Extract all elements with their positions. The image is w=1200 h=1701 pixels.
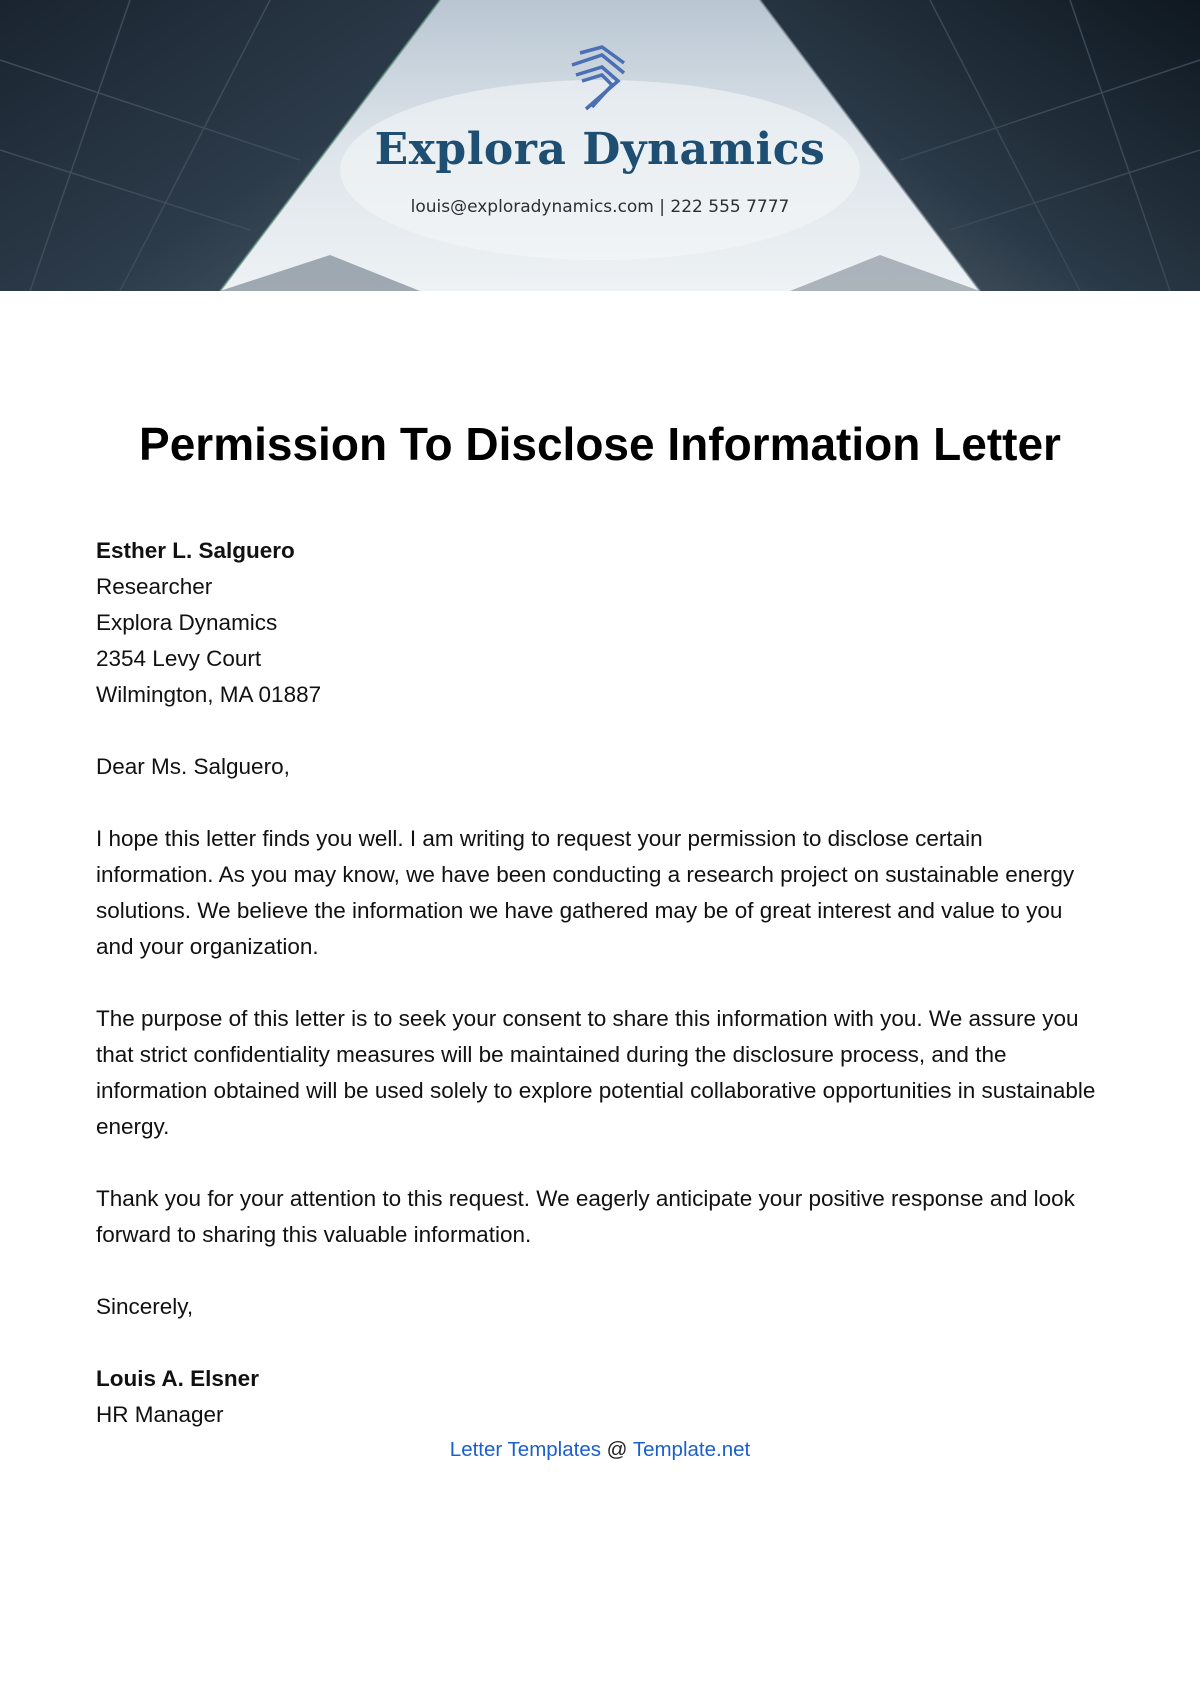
body-paragraph-1: I hope this letter finds you well. I am writing to request your permission to disclose certain information. As you may know, we have been conducting a research project on sustainable energy solutions. We believe the information we have gathered may be of great interest and value to you and your organization. [96,826,1075,959]
body-paragraph-2: The purpose of this letter is to seek your consent to share this information with you. We assure you that strict confidentiality measures will be maintained during the disclosure process, and the information obtained will be used solely to explore potential collaborative opportunities in sustainable energy. [96,1006,1096,1139]
template-net-link[interactable]: Template.net [632,1438,751,1461]
recipient-block [96,533,1106,713]
company-name: Explora Dynamics [374,124,826,175]
salutation: Dear Ms. Salguero, [96,754,290,779]
body-paragraph-3: Thank you for your attention to this request. We eagerly anticipate your positive response and look forward to sharing this valuable information. [96,1186,1075,1247]
closing: Sincerely, [96,1294,194,1319]
recipient-company: Explora Dynamics [96,610,278,635]
footer-separator: @ [600,1438,633,1461]
letter-title: Permission To Disclose Information Letter [139,418,1061,470]
letterhead-banner [0,0,1200,291]
recipient-position: Researcher [96,574,213,599]
recipient-address-line2: Wilmington, MA 01887 [96,682,322,707]
footer-attribution [0,1438,1200,1462]
signature-block [96,1361,1106,1433]
company-logo-icon [566,45,630,113]
sender-position: HR Manager [96,1402,224,1427]
recipient-name: Esther L. Salguero [96,538,295,563]
company-contact-info: louis@exploradynamics.com | 222 555 7777 [410,197,790,217]
letter-templates-link[interactable]: Letter Templates [449,1438,601,1461]
recipient-address-line1: 2354 Levy Court [96,646,262,671]
sender-name: Louis A. Elsner [96,1366,259,1391]
